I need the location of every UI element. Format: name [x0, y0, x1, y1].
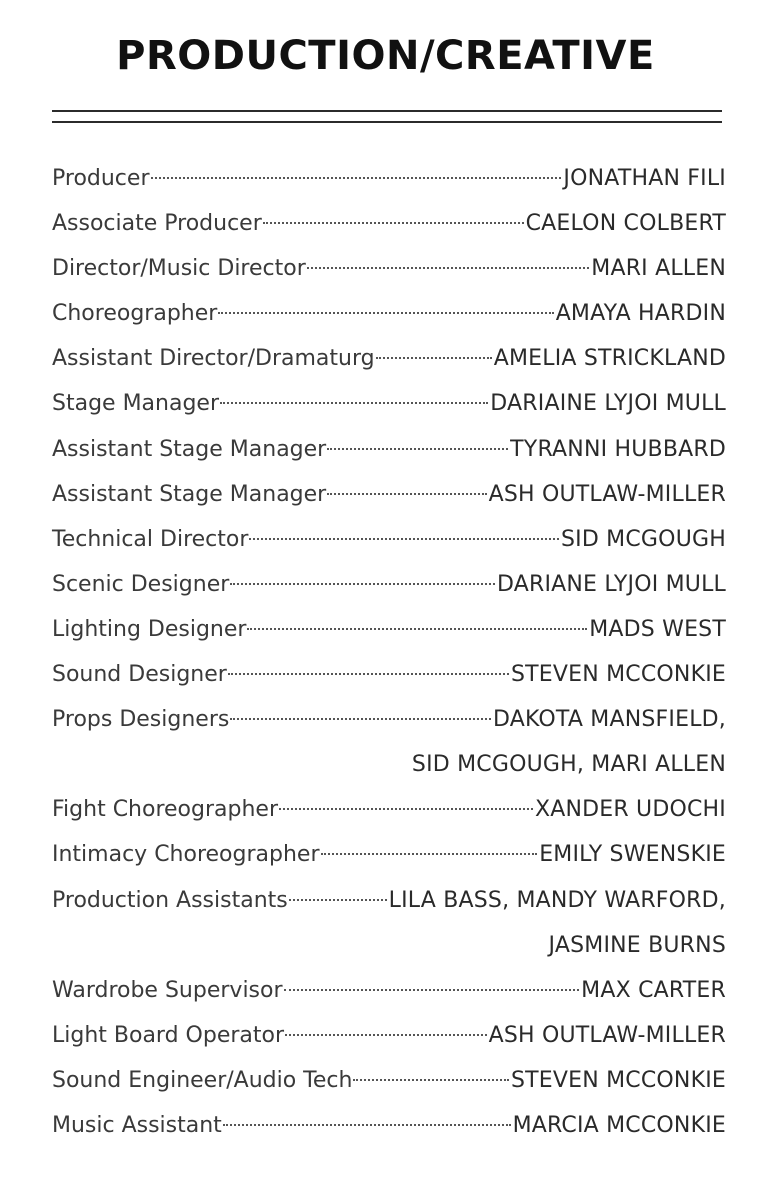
- credit-role: Lighting Designer: [52, 616, 247, 642]
- credit-row: [52, 1013, 726, 1058]
- dot-leader: [353, 1079, 509, 1081]
- credit-role: Props Designers: [52, 707, 230, 733]
- credit-name: SID MCGOUGH: [561, 526, 726, 552]
- credit-name: STEVEN MCCONKIE: [511, 1067, 726, 1093]
- credit-role: Sound Engineer/Audio Tech: [52, 1067, 353, 1093]
- credit-role: Assistant Stage Manager: [52, 481, 327, 507]
- credit-role: Production Assistants: [52, 887, 288, 913]
- credit-role: Music Assistant: [52, 1112, 222, 1138]
- credit-role: Director/Music Director: [52, 256, 306, 282]
- credit-role: Stage Manager: [52, 391, 219, 417]
- credit-name: SID MCGOUGH, MARI ALLEN: [411, 752, 726, 778]
- dot-leader: [263, 222, 524, 224]
- dot-leader: [285, 1034, 487, 1036]
- credit-row: [52, 381, 726, 426]
- credit-name: CAELON COLBERT: [525, 211, 726, 237]
- credit-row: [52, 787, 726, 832]
- dot-leader: [284, 989, 580, 991]
- credit-name: LILA BASS, MANDY WARFORD,: [388, 887, 726, 913]
- credit-name: DAKOTA MANSFIELD,: [492, 707, 726, 733]
- credit-name: DARIAINE LYJOI MULL: [490, 391, 726, 417]
- dot-leader: [376, 357, 492, 359]
- credit-row: [52, 968, 726, 1013]
- page-title: PRODUCTION/CREATIVE: [116, 33, 655, 79]
- dot-leader: [228, 673, 509, 675]
- dot-leader: [151, 177, 562, 179]
- credit-row: [52, 878, 726, 923]
- credit-name: MAX CARTER: [581, 977, 726, 1003]
- dot-leader: [247, 628, 587, 630]
- credit-continuation-row: [52, 742, 726, 787]
- credit-row: [52, 472, 726, 517]
- dot-leader: [327, 448, 508, 450]
- credit-role: Producer: [52, 166, 150, 191]
- credit-role: Technical Director: [52, 526, 249, 552]
- credit-role: Intimacy Choreographer: [52, 842, 320, 868]
- credit-row: [52, 427, 726, 472]
- credit-row: [52, 697, 726, 742]
- credit-row: [52, 291, 726, 336]
- credit-role: Wardrobe Supervisor: [52, 977, 283, 1003]
- credit-role: Assistant Director/Dramaturg: [52, 346, 375, 372]
- credit-role: Scenic Designer: [52, 571, 230, 597]
- dot-leader: [321, 853, 538, 855]
- credit-role: Choreographer: [52, 301, 218, 327]
- credit-name: JONATHAN FILI: [563, 166, 726, 191]
- dot-leader: [220, 402, 488, 404]
- credit-row: [52, 1103, 726, 1148]
- credit-role: Sound Designer: [52, 662, 227, 688]
- credits-list: [52, 156, 726, 1148]
- credit-name: MADS WEST: [589, 616, 726, 642]
- credit-name: AMELIA STRICKLAND: [493, 346, 726, 372]
- credit-role: Light Board Operator: [52, 1022, 285, 1048]
- credit-row: [52, 607, 726, 652]
- credit-name: JASMINE BURNS: [548, 932, 726, 958]
- dot-leader: [230, 583, 495, 585]
- credit-name: ASH OUTLAW-MILLER: [488, 1022, 726, 1048]
- credit-row: [52, 336, 726, 381]
- credit-name: AMAYA HARDIN: [555, 301, 726, 327]
- dot-leader: [223, 1124, 511, 1126]
- credit-role: Fight Choreographer: [52, 797, 278, 823]
- credit-name: TYRANNI HUBBARD: [510, 436, 726, 462]
- credit-row: [52, 156, 726, 201]
- credit-row: [52, 517, 726, 562]
- dot-leader: [230, 718, 491, 720]
- dot-leader: [327, 493, 486, 495]
- dot-leader: [279, 808, 533, 810]
- dot-leader: [307, 267, 590, 269]
- credit-row: [52, 832, 726, 877]
- credit-row: [52, 562, 726, 607]
- title-rule-upper: [52, 110, 722, 112]
- credit-name: MARCIA MCCONKIE: [512, 1112, 726, 1138]
- credit-role: Associate Producer: [52, 211, 262, 237]
- credit-name: DARIANE LYJOI MULL: [496, 571, 726, 597]
- credit-continuation-row: [52, 923, 726, 968]
- credit-role: Assistant Stage Manager: [52, 436, 327, 462]
- credit-name: XANDER UDOCHI: [534, 797, 726, 823]
- credit-row: [52, 1058, 726, 1103]
- title-rule-lower: [52, 121, 722, 123]
- credit-row: [52, 201, 726, 246]
- dot-leader: [218, 312, 553, 314]
- dot-leader: [289, 899, 387, 901]
- credit-name: MARI ALLEN: [591, 256, 726, 282]
- credit-row: [52, 246, 726, 291]
- credit-name: EMILY SWENSKIE: [539, 842, 726, 868]
- dot-leader: [249, 538, 559, 540]
- credit-name: ASH OUTLAW-MILLER: [488, 481, 726, 507]
- credit-row: [52, 652, 726, 697]
- credit-name: STEVEN MCCONKIE: [511, 662, 726, 688]
